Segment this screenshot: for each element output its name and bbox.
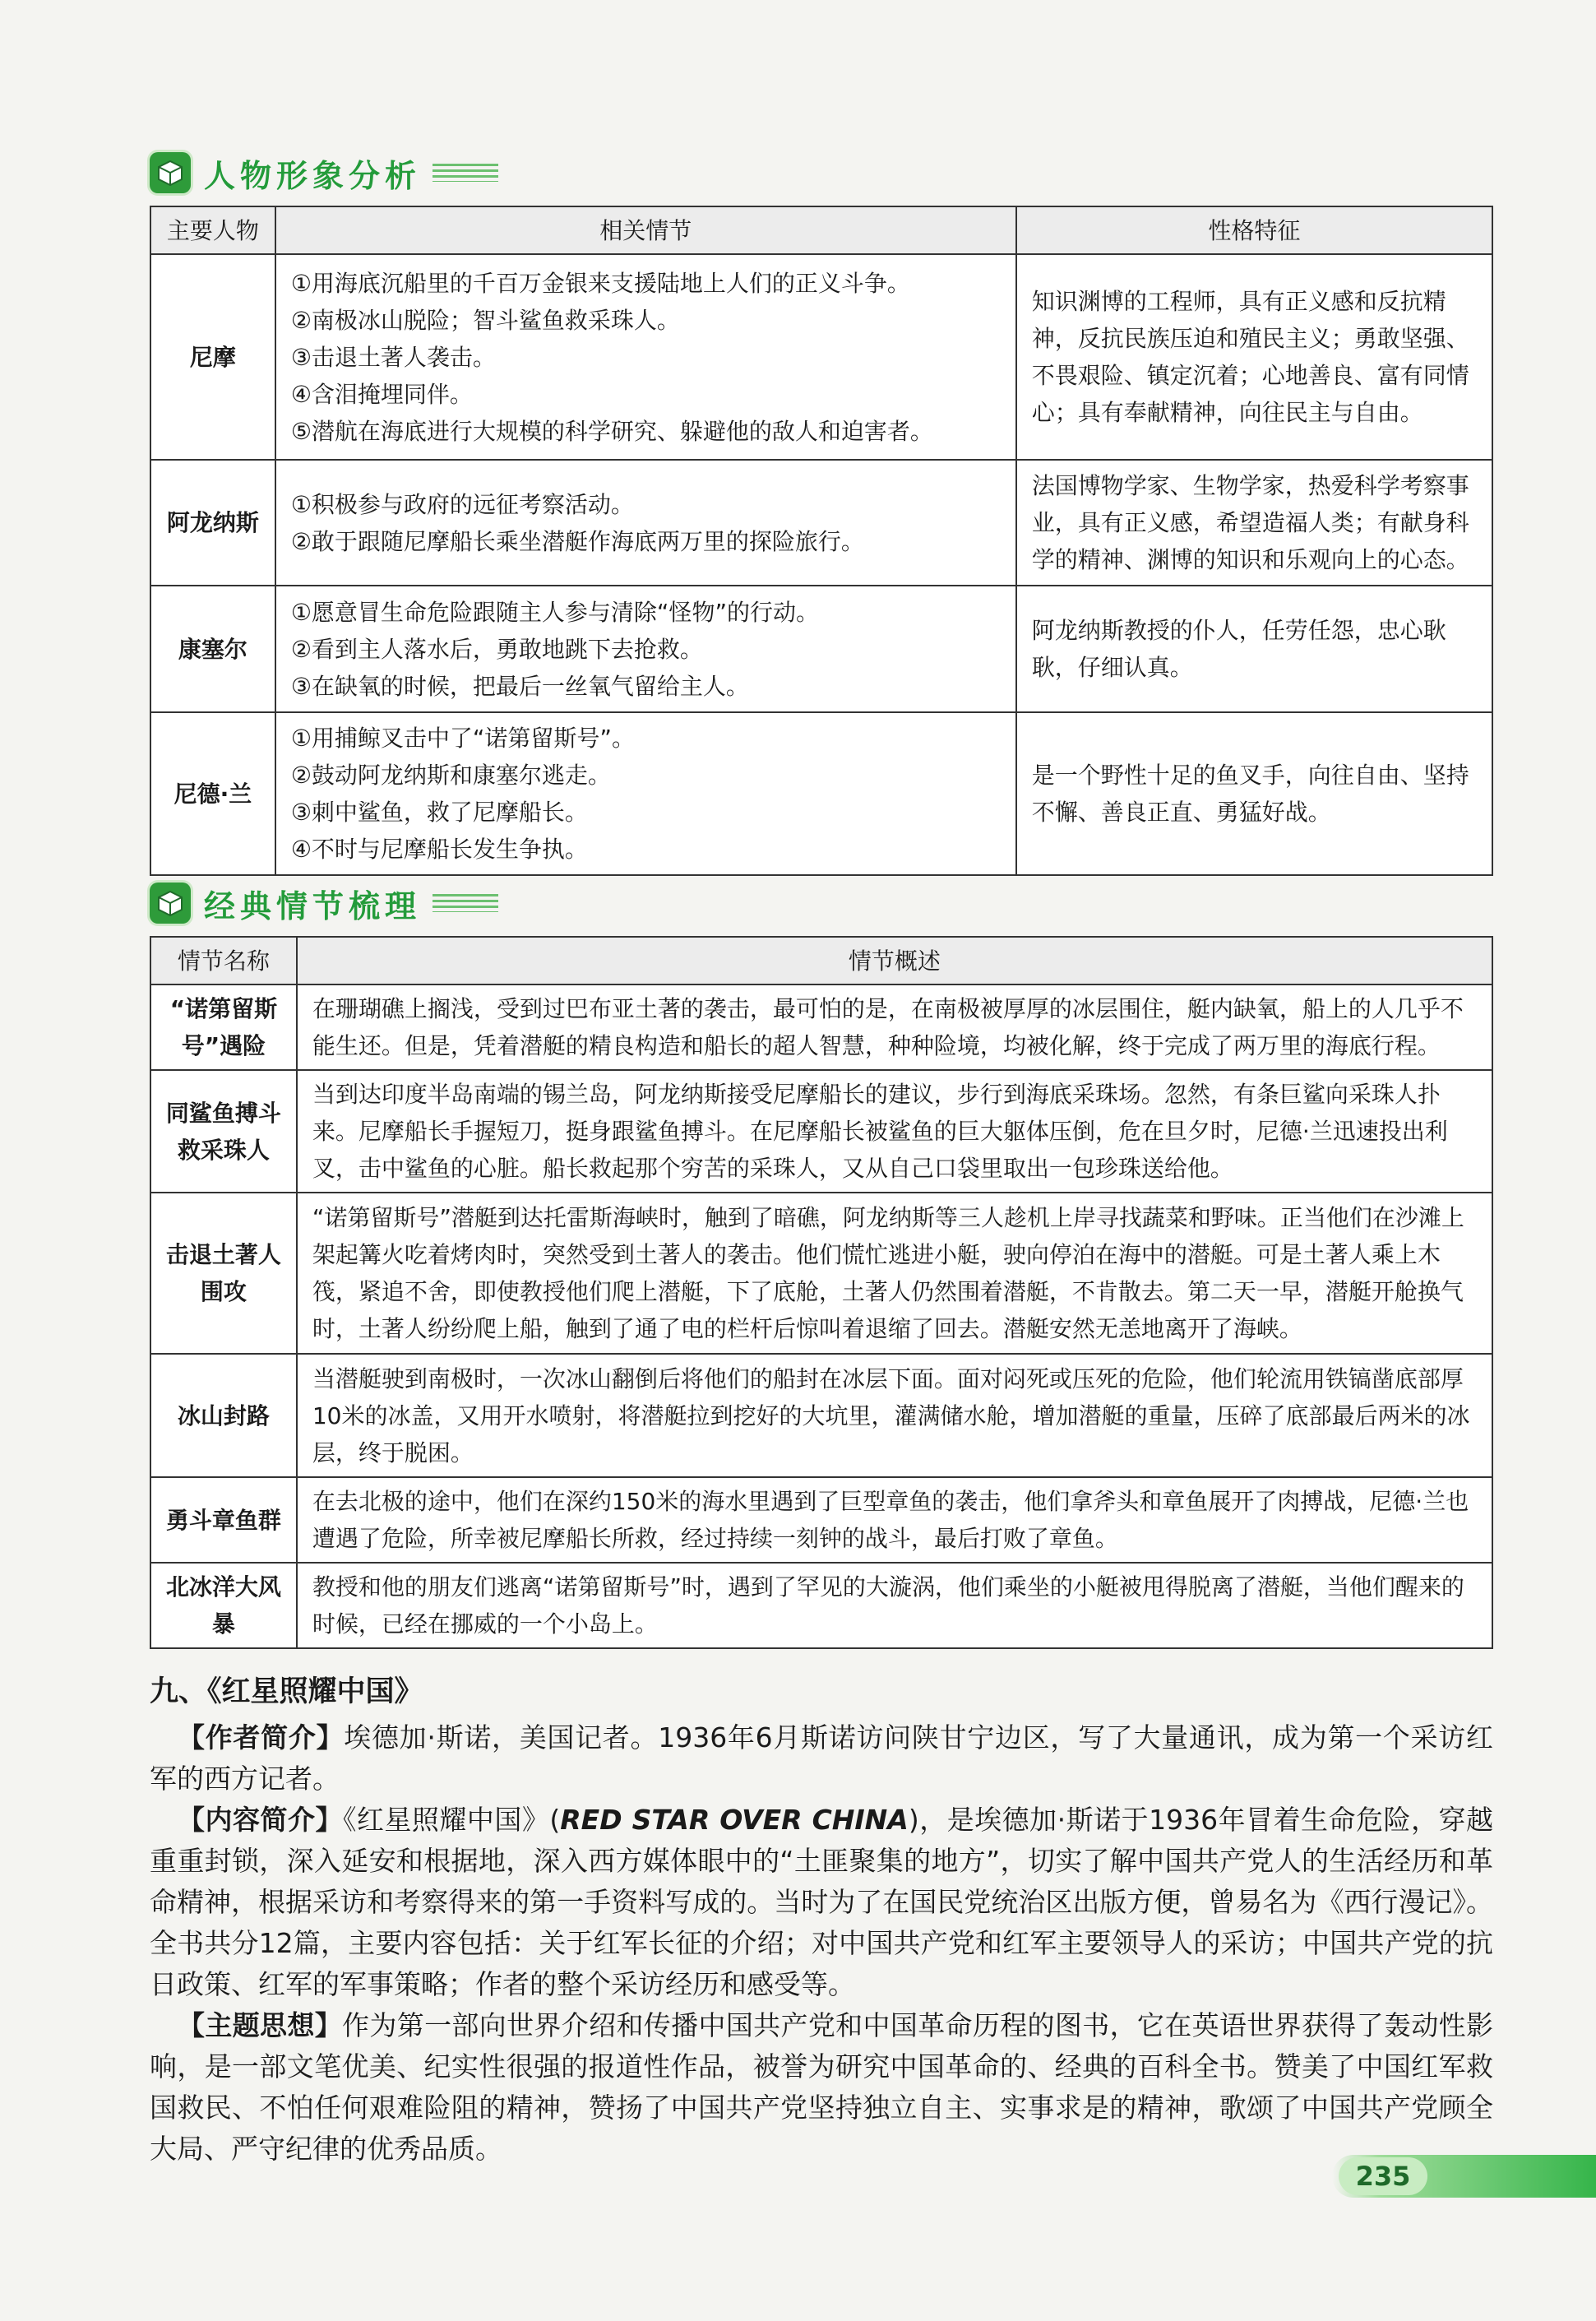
plot-table — [150, 936, 1493, 1649]
theme-paragraph — [150, 2005, 1493, 2170]
content-pre: 《红星照耀中国》( — [342, 1804, 561, 1836]
table-row — [150, 1193, 1492, 1354]
character-events — [275, 460, 1016, 586]
character-traits: 是一个野性十足的鱼叉手，向往自由、坚持不懈、善良正直、勇猛好战。 — [1016, 712, 1492, 875]
plot-summary: 教授和他的朋友们逃离“诺第留斯号”时，遇到了罕见的大漩涡，他们乘坐的小艇被甩得脱离了潜艇，当他们醒来的时候，已经在挪威的一个小岛上。 — [297, 1563, 1492, 1648]
table-row — [150, 1563, 1492, 1648]
theme-tag: 【主题思想】 — [178, 2009, 343, 2041]
event-line: ①用捕鲸叉击中了“诺第留斯号”。 — [290, 725, 635, 752]
plot-name: 北冰洋大风暴 — [150, 1563, 297, 1648]
column-header: 相关情节 — [275, 206, 1016, 254]
author-text: 埃德加·斯诺，美国记者。1936年6月斯诺访问陕甘宁边区，写了大量通讯，成为第一个采访红军的西方记者。 — [150, 1721, 1494, 1795]
plot-summary: 当潜艇驶到南极时，一次冰山翻倒后将他们的船封在冰层下面。面对闷死或压死的危险，他们轮流用铁镐凿底部厚10米的冰盖，又用开水喷射，将潜艇拉到挖好的大坑里，灌满储水舱，增加潜艇的重量，压碎了底部最后两米的冰层，终于脱困。 — [297, 1354, 1492, 1477]
cube-icon — [150, 883, 191, 924]
table-row — [150, 460, 1492, 586]
section-title: 经典情节梳理 — [204, 887, 422, 924]
table-row — [150, 984, 1492, 1070]
event-line: ②南极冰山脱险；智斗鲨鱼救采珠人。 — [290, 306, 680, 334]
theme-text: 作为第一部向世界介绍和传播中国共产党和中国革命历程的图书，它在英语世界获得了轰动性影响，是一部文笔优美、纪实性很强的报道性作品，被誉为研究中国革命的、经典的百科全书。赞美了中国红军救国救民、不怕任何艰难险阻的精神，赞扬了中国共产党坚持独立自主、实事求是的精神，歌颂了中国共产党顾全大局、严守纪律的优秀品质。 — [150, 2009, 1494, 2165]
column-header: 情节名称 — [150, 937, 297, 984]
event-line: ③在缺氧的时候，把最后一丝氧气留给主人。 — [290, 672, 749, 700]
cube-icon — [150, 152, 191, 193]
content-paragraph — [150, 1800, 1493, 2005]
author-tag: 【作者简介】 — [178, 1721, 345, 1753]
book-heading: 九、《红星照耀中国》 — [150, 1675, 423, 1708]
table-header-row — [150, 206, 1492, 254]
section-title: 人物形象分析 — [204, 157, 422, 194]
section-header-characters — [150, 146, 498, 199]
character-name: 康塞尔 — [150, 586, 275, 712]
event-line: ②敢于跟随尼摩船长乘坐潜艇作海底两万里的探险旅行。 — [290, 527, 864, 555]
english-title: RED STAR OVER CHINA — [560, 1804, 909, 1836]
event-line: ④不时与尼摩船长发生争执。 — [290, 836, 588, 863]
event-line: ②鼓动阿龙纳斯和康塞尔逃走。 — [290, 762, 611, 789]
character-traits: 法国博物学家、生物学家，热爱科学考察事业，具有正义感，希望造福人类；有献身科学的精神、渊博的知识和乐观向上的心态。 — [1016, 460, 1492, 586]
table-header-row — [150, 937, 1492, 984]
column-header: 性格特征 — [1016, 206, 1492, 254]
event-line: ①愿意冒生命危险跟随主人参与清除“怪物”的行动。 — [290, 598, 819, 626]
character-events — [275, 712, 1016, 875]
plot-name: 同鲨鱼搏斗救采珠人 — [150, 1070, 297, 1193]
event-line: ③击退土著人袭击。 — [290, 343, 496, 371]
plot-name: “诺第留斯号”遇险 — [150, 984, 297, 1070]
content-tag: 【内容简介】 — [178, 1804, 343, 1836]
character-traits: 阿龙纳斯教授的仆人，任劳任怨，忠心耿耿，仔细认真。 — [1016, 586, 1492, 712]
table-row — [150, 1354, 1492, 1477]
content-text: )，是埃德加·斯诺于1936年冒着生命危险，穿越重重封锁，深入延安和根据地，深入西方媒体眼中的“土匪聚集的地方”，切实了解中国共产党人的生活经历和革命精神，根据采访和考察得来的第一手资料写成的。当时为了在国民党统治区出版方便，曾易名为《西行漫记》。全书共分12篇，主要内容包括：关于红军长征的介绍；对中国共产党和红军主要领导人的采访；中国共产党的抗日政策、红军的军事策略；作者的整个采访经历和感受等。 — [150, 1804, 1493, 2000]
plot-name: 击退土著人围攻 — [150, 1193, 297, 1354]
table-row — [150, 586, 1492, 712]
plot-summary: “诺第留斯号”潜艇到达托雷斯海峡时，触到了暗礁，阿龙纳斯等三人趁机上岸寻找蔬菜和野味。正当他们在沙滩上架起篝火吃着烤肉时，突然受到土著人的袭击。他们慌忙逃进小艇，驶向停泊在海中的潜艇。可是土著人乘上木筏，紧追不舍，即使教授他们爬上潜艇，下了底舱，土著人仍然围着潜艇，不肯散去。第二天一早，潜艇开舱换气时，土著人纷纷爬上船，触到了通了电的栏杆后惊叫着退缩了回去。潜艇安然无恙地离开了海峡。 — [297, 1193, 1492, 1354]
column-header: 情节概述 — [297, 937, 1492, 984]
column-header: 主要人物 — [150, 206, 275, 254]
character-name: 尼德·兰 — [150, 712, 275, 875]
table-row — [150, 712, 1492, 875]
author-paragraph — [150, 1717, 1493, 1800]
section-header-plot — [150, 877, 498, 929]
plot-summary: 当到达印度半岛南端的锡兰岛，阿龙纳斯接受尼摩船长的建议，步行到海底采珠场。忽然，有条巨鲨向采珠人扑来。尼摩船长手握短刀，挺身跟鲨鱼搏斗。在尼摩船长被鲨鱼的巨大躯体压倒，危在旦夕时，尼德·兰迅速投出利叉，击中鲨鱼的心脏。船长救起那个穷苦的采珠人，又从自己口袋里取出一包珍珠送给他。 — [297, 1070, 1492, 1193]
plot-name: 冰山封路 — [150, 1354, 297, 1477]
event-line: ④含泪掩埋同伴。 — [290, 380, 473, 408]
table-row — [150, 254, 1492, 460]
plot-summary: 在珊瑚礁上搁浅，受到过巴布亚土著的袭击，最可怕的是，在南极被厚厚的冰层围住，艇内缺氧，船上的人几乎不能生还。但是，凭着潜艇的精良构造和船长的超人智慧，种种险境，均被化解，终于完成了两万里的海底行程。 — [297, 984, 1492, 1070]
character-name: 尼摩 — [150, 254, 275, 460]
table-row — [150, 1477, 1492, 1563]
decorative-lines — [433, 894, 498, 912]
character-events — [275, 254, 1016, 460]
event-line: ①积极参与政府的远征考察活动。 — [290, 490, 634, 518]
character-table — [150, 206, 1493, 876]
decorative-lines — [433, 164, 498, 182]
table-row — [150, 1070, 1492, 1193]
event-line: ①用海底沉船里的千百万金银来支援陆地上人们的正义斗争。 — [290, 269, 910, 297]
character-name: 阿龙纳斯 — [150, 460, 275, 586]
character-events — [275, 586, 1016, 712]
plot-summary: 在去北极的途中，他们在深约150米的海水里遇到了巨型章鱼的袭击，他们拿斧头和章鱼展开了肉搏战，尼德·兰也遭遇了危险，所幸被尼摩船长所救，经过持续一刻钟的战斗，最后打败了章鱼。 — [297, 1477, 1492, 1563]
character-traits: 知识渊博的工程师，具有正义感和反抗精神，反抗民族压迫和殖民主义；勇敢坚强、不畏艰险、镇定沉着；心地善良、富有同情心；具有奉献精神，向往民主与自由。 — [1016, 254, 1492, 460]
plot-name: 勇斗章鱼群 — [150, 1477, 297, 1563]
event-line: ⑤潜航在海底进行大规模的科学研究、躲避他的敌人和迫害者。 — [290, 417, 933, 445]
event-line: ③刺中鲨鱼，救了尼摩船长。 — [290, 799, 588, 826]
page-number: 235 — [1339, 2157, 1427, 2195]
event-line: ②看到主人落水后，勇敢地跳下去抢救。 — [290, 635, 703, 663]
book-section — [150, 1671, 1493, 2170]
